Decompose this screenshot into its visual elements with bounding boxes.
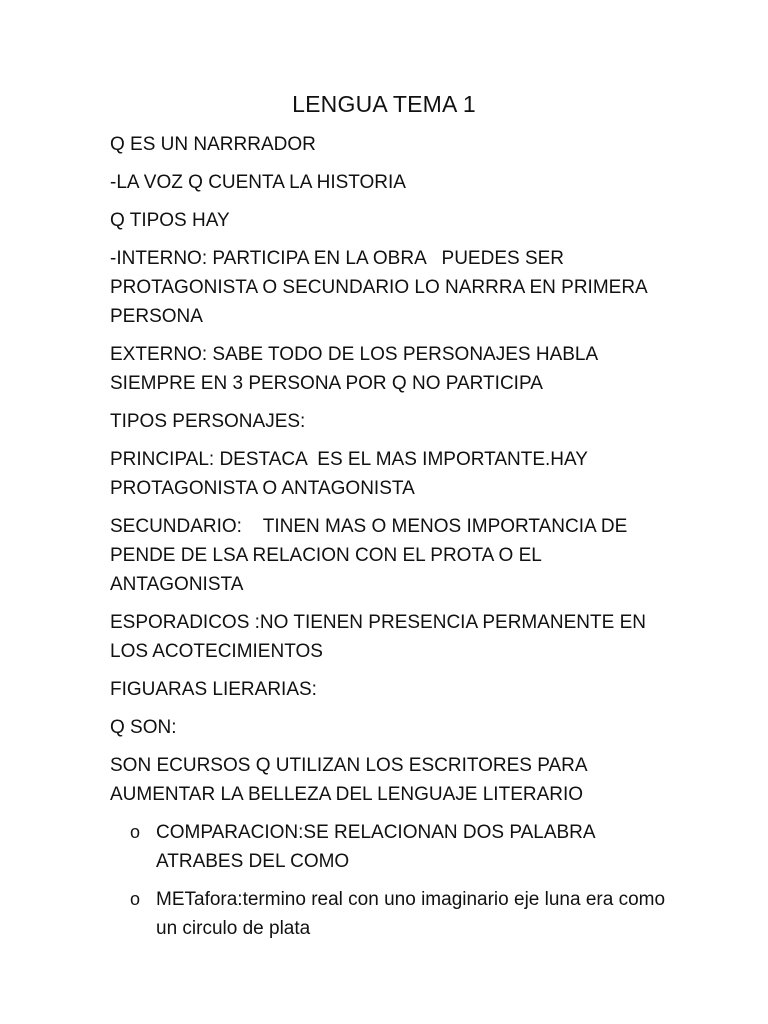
- paragraph-que-es-narrador: Q ES UN NARRRADOR: [110, 134, 316, 155]
- bullet-text-comparacion: COMPARACION:SE RELACIONAN DOS PALABRA ATRABES DEL COMO: [156, 822, 595, 872]
- hollow-circle-bullet-icon: o: [130, 889, 141, 909]
- bullet-text-metafora: METafora:termino real con uno imaginario eje luna era como un circulo de plata: [156, 889, 666, 939]
- paragraph-que-tipos: Q TIPOS HAY: [110, 210, 230, 231]
- paragraph-esporadicos: ESPORADICOS :NO TIENEN PRESENCIA PERMANENTE EN LOS ACOTECIMIENTOS: [110, 612, 652, 662]
- paragraph-recursos: SON ECURSOS Q UTILIZAN LOS ESCRITORES PARA AUMENTAR LA BELLEZA DEL LENGUAJE LITERARIO: [110, 755, 591, 805]
- figures-bullet-list: [110, 818, 670, 943]
- paragraph-figuras-literarias: FIGUARAS LIERARIAS:: [110, 679, 317, 700]
- paragraph-tipos-personajes: TIPOS PERSONAJES:: [110, 411, 306, 432]
- hollow-circle-bullet-icon: o: [130, 822, 141, 842]
- document-title: LENGUA TEMA 1: [292, 91, 476, 117]
- paragraph-interno: -INTERNO: PARTICIPA EN LA OBRA PUEDES SER PROTAGONISTA O SECUNDARIO LO NARRRA EN PRIMERA PERSONA: [110, 248, 652, 327]
- paragraph-principal: PRINCIPAL: DESTACA ES EL MAS IMPORTANTE.HAY PROTAGONISTA O ANTAGONISTA: [110, 449, 593, 499]
- paragraph-secundario: SECUNDARIO: TINEN MAS O MENOS IMPORTANCIA DE PENDE DE LSA RELACION CON EL PROTA O EL ANTAGONISTA: [110, 516, 633, 595]
- document-body: [110, 130, 670, 952]
- list-item: [110, 818, 670, 876]
- paragraph-voz-historia: -LA VOZ Q CUENTA LA HISTORIA: [110, 172, 406, 193]
- list-item: [110, 885, 670, 943]
- paragraph-que-son: Q SON:: [110, 717, 177, 738]
- paragraph-externo: EXTERNO: SABE TODO DE LOS PERSONAJES HABLA SIEMPRE EN 3 PERSONA POR Q NO PARTICIPA: [110, 344, 603, 394]
